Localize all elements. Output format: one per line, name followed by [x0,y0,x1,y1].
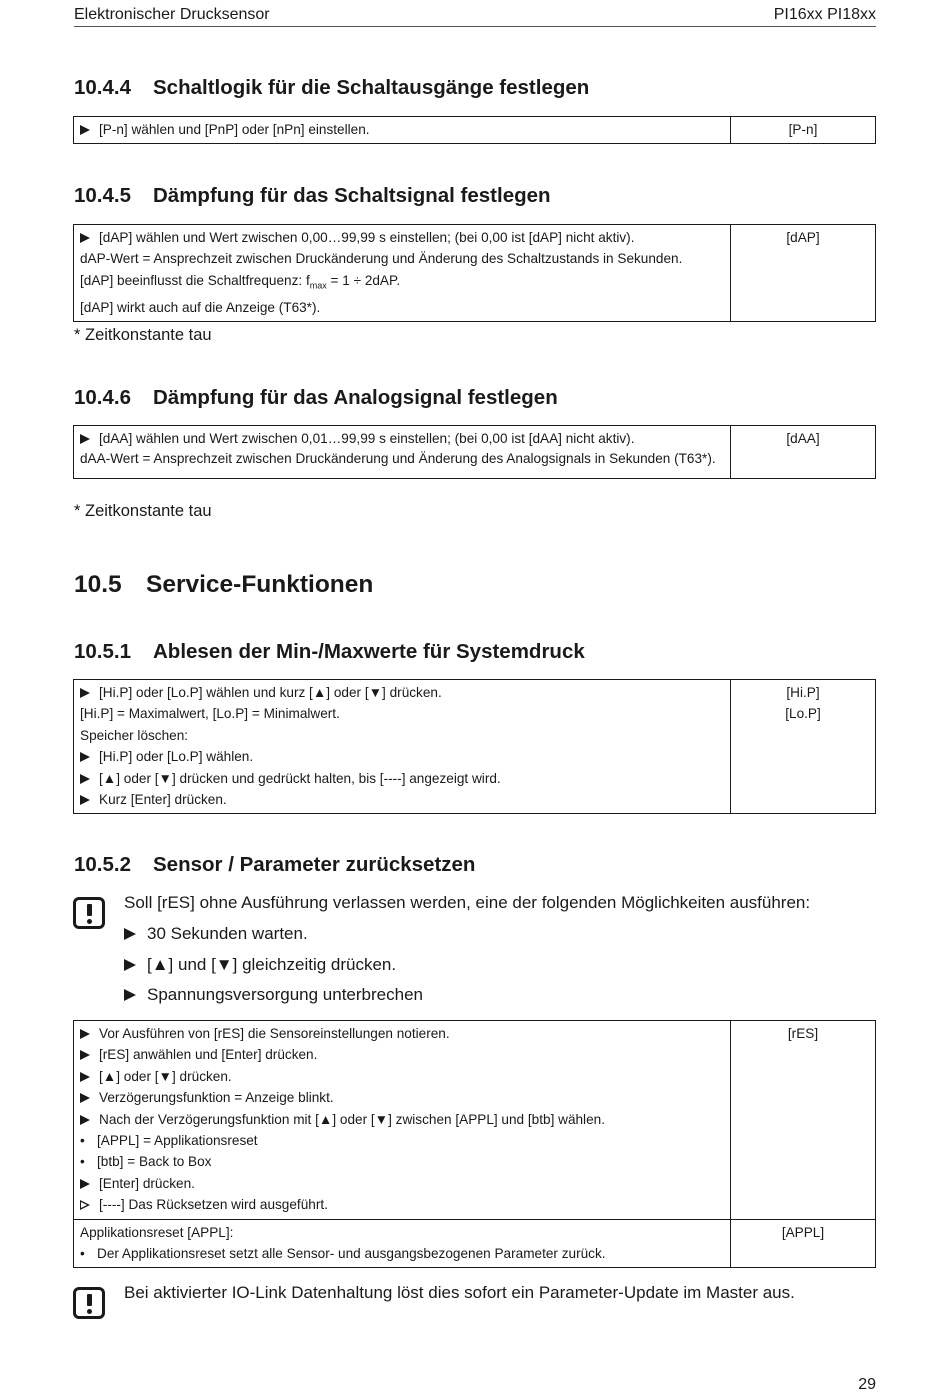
section-title: Service-Funktionen [146,571,374,598]
section-heading-10-4-4 [74,76,589,100]
warning-icon [73,1287,105,1319]
section-title: Dämpfung für das Analogsignal festlegen [153,386,558,409]
section-title: Schaltlogik für die Schaltausgänge festlegen [153,76,590,99]
info-text: Speicher löschen: [80,727,189,743]
instruction-cell [74,680,731,814]
section-heading-10-5-2 [74,853,475,877]
action-arrow-icon [124,959,136,971]
action-arrow-icon [80,795,90,805]
action-arrow-icon [80,688,90,698]
instruction-text: Vor Ausführen von [rES] die Sensoreinstellungen notieren. [99,1026,450,1041]
parameter-cell [731,426,876,479]
parameter-code: [dAP] [786,230,820,245]
section-title: Ablesen der Min-/Maxwerte für Systemdruck [153,640,585,663]
instruction-text: Nach der Verzögerungsfunktion mit [▲] oder [▼] zwischen [APPL] und [btb] wählen. [99,1111,605,1127]
action-arrow-icon [80,125,90,135]
action-arrow-icon [124,989,136,1001]
info-text: dAP-Wert = Ansprechzeit zwischen Druckänderung und Änderung des Schaltzustands in Sekunden. [80,251,683,267]
action-arrow-icon [80,1029,90,1039]
instruction-text: Kurz [Enter] drücken. [99,792,227,808]
document-title: Elektronischer Drucksensor [74,6,270,23]
instruction-text: [Hi.P] oder [Lo.P] wählen und kurz [▲] oder [▼] drücken. [99,685,442,700]
instruction-table-min-max [73,679,876,814]
instruction-cell [74,225,731,322]
instruction-table-daa [73,425,876,479]
instruction-table-reset [73,1020,876,1268]
footnote: * Zeitkonstante tau [74,326,212,344]
section-heading-10-5-1 [74,640,585,664]
info-text: [Hi.P] = Maximalwert, [Lo.P] = Minimalwert. [80,706,340,722]
parameter-code: [dAA] [786,431,820,446]
info-text: [btb] = Back to Box [97,1154,212,1170]
parameter-cell [731,117,876,144]
action-arrow-icon [80,774,90,784]
parameter-code: [Hi.P] [786,685,820,700]
instruction-cell [74,1219,731,1268]
parameter-cell [731,680,876,814]
instruction-cell [74,1021,731,1220]
instruction-text: [▲] oder [▼] drücken und gedrückt halten, bis [----] angezeigt wird. [99,770,501,786]
instruction-cell [74,426,731,479]
warning-icon [73,897,105,929]
section-number: 10.4.6 [74,386,131,409]
section-title: Sensor / Parameter zurücksetzen [153,853,476,876]
info-text: [APPL] = Applikationsreset [97,1133,258,1149]
page-number: 29 [858,1376,876,1393]
info-text: [dAP] wirkt auch auf die Anzeige (T63*). [80,299,321,315]
instruction-text: [rES] anwählen und [Enter] drücken. [99,1047,318,1063]
section-number: 10.5.1 [74,640,131,663]
page-header [74,4,876,27]
section-title: Dämpfung für das Schaltsignal festlegen [153,184,551,207]
result-arrow-icon [80,1200,90,1210]
parameter-cell [731,1021,876,1220]
parameter-code: [Lo.P] [785,706,821,722]
result-text: [----] Das Rücksetzen wird ausgeführt. [99,1197,328,1213]
instruction-table-p-n [73,116,876,144]
instruction-text: [P-n] wählen und [PnP] oder [nPn] einstellen. [99,122,370,137]
instruction-text: [Hi.P] oder [Lo.P] wählen. [99,749,254,765]
action-arrow-icon [124,928,136,940]
parameter-code: [P-n] [788,122,818,137]
warning-text: Soll [rES] ohne Ausführung verlassen werden, eine der folgenden Möglichkeiten ausführen: [124,893,811,912]
instruction-text: [dAP] wählen und Wert zwischen 0,00…99,99 s einstellen; (bei 0,00 ist [dAP] nicht aktiv). [99,230,635,245]
subscript: max [309,280,327,291]
bullet-icon: • [80,1154,85,1170]
action-arrow-icon [80,752,90,762]
instruction-text: [dAA] wählen und Wert zwischen 0,01…99,99 s einstellen; (bei 0,00 ist [dAA] nicht aktiv). [99,431,635,446]
action-arrow-icon [80,1050,90,1060]
instruction-cell [74,117,731,144]
action-arrow-icon [80,434,90,444]
instruction-table-dap [73,224,876,322]
action-arrow-icon [80,1093,90,1103]
section-heading-10-4-6 [74,386,558,410]
section-number: 10.5.2 [74,853,131,876]
parameter-cell [731,225,876,322]
warning-option: 30 Sekunden warten. [124,924,308,944]
section-heading-10-4-5 [74,184,551,208]
bullet-icon: • [80,1133,85,1149]
section-number: 10.5 [74,571,122,598]
parameter-code: [APPL] [781,1224,825,1240]
action-arrow-icon [80,233,90,243]
action-arrow-icon [80,1179,90,1189]
warning-option: Spannungsversorgung unterbrechen [124,985,423,1005]
info-text: Der Applikationsreset setzt alle Sensor- und ausgangsbezogenen Parameter zurück. [97,1246,606,1262]
parameter-cell [731,1219,876,1268]
footnote: * Zeitkonstante tau [74,502,212,520]
parameter-code: [rES] [787,1026,819,1041]
bullet-icon: • [80,1246,85,1262]
section-number: 10.4.4 [74,76,131,99]
section-number: 10.4.5 [74,184,131,207]
instruction-text: [▲] oder [▼] drücken. [99,1068,232,1084]
info-text: Applikationsreset [APPL]: [80,1224,234,1240]
action-arrow-icon [80,1072,90,1082]
action-arrow-icon [80,1115,90,1125]
info-text: dAA-Wert = Ansprechzeit zwischen Druckänderung und Änderung des Analogsignals in Sekunden (T63*). [80,451,716,467]
chapter-heading-10-5 [74,571,373,599]
warning-text: Bei aktivierter IO-Link Datenhaltung löst dies sofort ein Parameter-Update im Master aus. [124,1283,795,1302]
instruction-text: Verzögerungsfunktion = Anzeige blinkt. [99,1090,334,1106]
product-code: PI16xx PI18xx [773,6,876,23]
info-text: [dAP] beeinflusst die Schaltfrequenz: $f_{max} = 1 \div 2dAP$. [80,272,401,291]
instruction-text: [Enter] drücken. [99,1175,195,1191]
warning-option: [▲] und [▼] gleichzeitig drücken. [124,955,396,975]
